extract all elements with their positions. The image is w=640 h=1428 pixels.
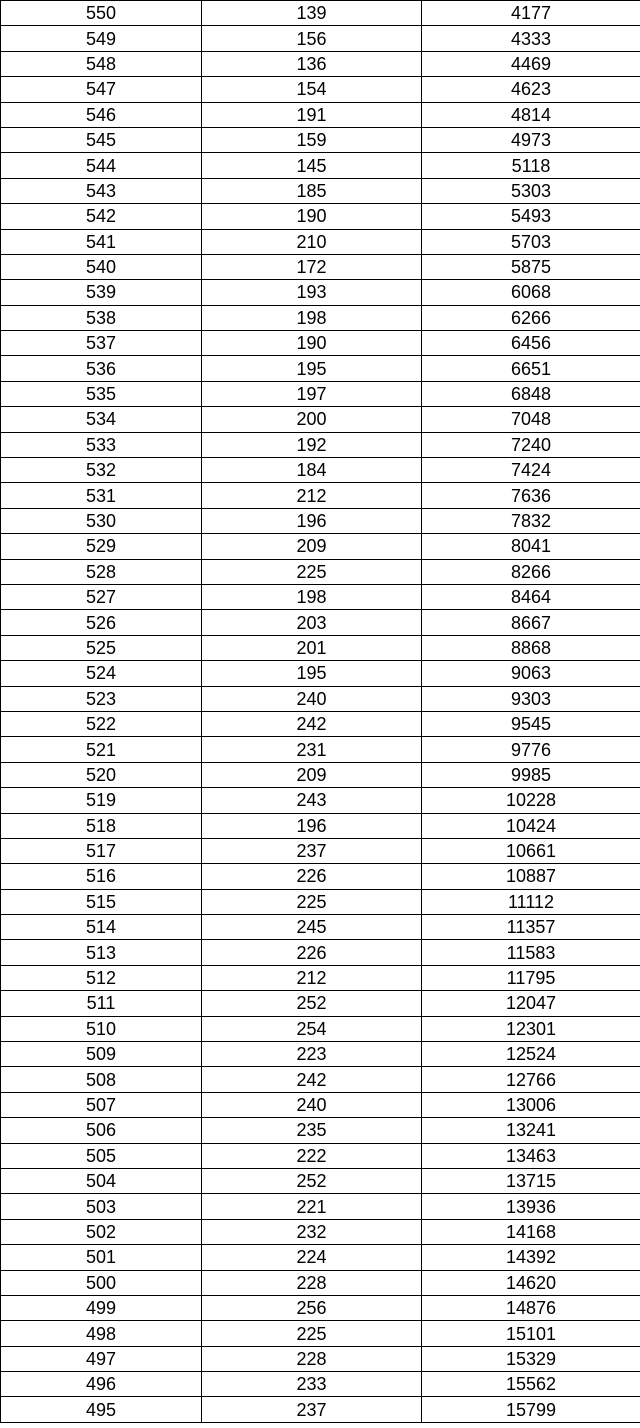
cumulative-cell: 15329 bbox=[422, 1346, 640, 1371]
cumulative-cell: 7240 bbox=[422, 432, 640, 457]
table-row bbox=[1, 1016, 640, 1041]
score-cell: 498 bbox=[1, 1321, 202, 1346]
cumulative-cell: 5118 bbox=[422, 153, 640, 178]
table-row bbox=[1, 838, 640, 863]
table-row bbox=[1, 991, 640, 1016]
count-cell: 235 bbox=[202, 1118, 422, 1143]
table-row bbox=[1, 204, 640, 229]
score-cell: 507 bbox=[1, 1092, 202, 1117]
count-cell: 145 bbox=[202, 153, 422, 178]
cumulative-cell: 12766 bbox=[422, 1067, 640, 1092]
table-row bbox=[1, 915, 640, 940]
cumulative-cell: 11112 bbox=[422, 889, 640, 914]
score-table-body bbox=[1, 1, 640, 1423]
count-cell: 240 bbox=[202, 686, 422, 711]
count-cell: 198 bbox=[202, 305, 422, 330]
score-cell: 526 bbox=[1, 610, 202, 635]
count-cell: 245 bbox=[202, 915, 422, 940]
count-cell: 237 bbox=[202, 838, 422, 863]
score-cell: 524 bbox=[1, 661, 202, 686]
count-cell: 172 bbox=[202, 254, 422, 279]
count-cell: 190 bbox=[202, 331, 422, 356]
count-cell: 193 bbox=[202, 280, 422, 305]
cumulative-cell: 11583 bbox=[422, 940, 640, 965]
score-cell: 510 bbox=[1, 1016, 202, 1041]
score-cell: 531 bbox=[1, 483, 202, 508]
table-row bbox=[1, 635, 640, 660]
score-cell: 505 bbox=[1, 1143, 202, 1168]
count-cell: 203 bbox=[202, 610, 422, 635]
score-cell: 500 bbox=[1, 1270, 202, 1295]
cumulative-cell: 11795 bbox=[422, 965, 640, 990]
cumulative-cell: 10228 bbox=[422, 788, 640, 813]
cumulative-cell: 6068 bbox=[422, 280, 640, 305]
table-row bbox=[1, 77, 640, 102]
table-row bbox=[1, 458, 640, 483]
cumulative-cell: 6266 bbox=[422, 305, 640, 330]
table-row bbox=[1, 1118, 640, 1143]
cumulative-cell: 7832 bbox=[422, 508, 640, 533]
score-cell: 511 bbox=[1, 991, 202, 1016]
table-row bbox=[1, 305, 640, 330]
score-cell: 495 bbox=[1, 1397, 202, 1422]
count-cell: 228 bbox=[202, 1346, 422, 1371]
score-cell: 506 bbox=[1, 1118, 202, 1143]
table-row bbox=[1, 788, 640, 813]
table-row bbox=[1, 1194, 640, 1219]
cumulative-cell: 5703 bbox=[422, 229, 640, 254]
score-cell: 534 bbox=[1, 407, 202, 432]
cumulative-cell: 13715 bbox=[422, 1168, 640, 1193]
count-cell: 228 bbox=[202, 1270, 422, 1295]
count-cell: 256 bbox=[202, 1295, 422, 1320]
count-cell: 210 bbox=[202, 229, 422, 254]
score-cell: 547 bbox=[1, 77, 202, 102]
count-cell: 196 bbox=[202, 508, 422, 533]
cumulative-cell: 7048 bbox=[422, 407, 640, 432]
cumulative-cell: 5303 bbox=[422, 178, 640, 203]
table-row bbox=[1, 1295, 640, 1320]
cumulative-cell: 14876 bbox=[422, 1295, 640, 1320]
score-cell: 504 bbox=[1, 1168, 202, 1193]
count-cell: 233 bbox=[202, 1372, 422, 1397]
table-row bbox=[1, 1, 640, 26]
count-cell: 240 bbox=[202, 1092, 422, 1117]
score-cell: 514 bbox=[1, 915, 202, 940]
score-cell: 497 bbox=[1, 1346, 202, 1371]
cumulative-cell: 8667 bbox=[422, 610, 640, 635]
table-row bbox=[1, 610, 640, 635]
count-cell: 243 bbox=[202, 788, 422, 813]
table-row bbox=[1, 1143, 640, 1168]
score-cell: 509 bbox=[1, 1042, 202, 1067]
score-cell: 517 bbox=[1, 838, 202, 863]
table-row bbox=[1, 1067, 640, 1092]
cumulative-cell: 4177 bbox=[422, 1, 640, 26]
cumulative-cell: 8868 bbox=[422, 635, 640, 660]
cumulative-cell: 9985 bbox=[422, 762, 640, 787]
score-cell: 508 bbox=[1, 1067, 202, 1092]
count-cell: 195 bbox=[202, 356, 422, 381]
cumulative-cell: 13463 bbox=[422, 1143, 640, 1168]
cumulative-cell: 4623 bbox=[422, 77, 640, 102]
score-cell: 542 bbox=[1, 204, 202, 229]
count-cell: 254 bbox=[202, 1016, 422, 1041]
count-cell: 221 bbox=[202, 1194, 422, 1219]
cumulative-cell: 9545 bbox=[422, 711, 640, 736]
table-row bbox=[1, 280, 640, 305]
count-cell: 223 bbox=[202, 1042, 422, 1067]
count-cell: 200 bbox=[202, 407, 422, 432]
table-row bbox=[1, 102, 640, 127]
count-cell: 139 bbox=[202, 1, 422, 26]
count-cell: 225 bbox=[202, 1321, 422, 1346]
score-cell: 528 bbox=[1, 559, 202, 584]
table-row bbox=[1, 356, 640, 381]
table-row bbox=[1, 940, 640, 965]
cumulative-cell: 12524 bbox=[422, 1042, 640, 1067]
score-cell: 515 bbox=[1, 889, 202, 914]
cumulative-cell: 6651 bbox=[422, 356, 640, 381]
count-cell: 190 bbox=[202, 204, 422, 229]
score-cell: 543 bbox=[1, 178, 202, 203]
table-row bbox=[1, 813, 640, 838]
score-cell: 527 bbox=[1, 584, 202, 609]
cumulative-cell: 10887 bbox=[422, 864, 640, 889]
score-cell: 512 bbox=[1, 965, 202, 990]
cumulative-cell: 8266 bbox=[422, 559, 640, 584]
count-cell: 226 bbox=[202, 864, 422, 889]
score-cell: 503 bbox=[1, 1194, 202, 1219]
count-cell: 191 bbox=[202, 102, 422, 127]
score-cell: 550 bbox=[1, 1, 202, 26]
count-cell: 185 bbox=[202, 178, 422, 203]
score-cell: 535 bbox=[1, 381, 202, 406]
table-row bbox=[1, 153, 640, 178]
score-cell: 501 bbox=[1, 1245, 202, 1270]
table-row bbox=[1, 1042, 640, 1067]
count-cell: 242 bbox=[202, 711, 422, 736]
table-row bbox=[1, 584, 640, 609]
cumulative-cell: 10424 bbox=[422, 813, 640, 838]
table-row bbox=[1, 331, 640, 356]
count-cell: 232 bbox=[202, 1219, 422, 1244]
cumulative-cell: 6456 bbox=[422, 331, 640, 356]
score-cell: 537 bbox=[1, 331, 202, 356]
table-row bbox=[1, 1168, 640, 1193]
score-cell: 549 bbox=[1, 26, 202, 51]
score-cell: 540 bbox=[1, 254, 202, 279]
cumulative-cell: 4973 bbox=[422, 127, 640, 152]
count-cell: 197 bbox=[202, 381, 422, 406]
cumulative-cell: 10661 bbox=[422, 838, 640, 863]
score-cell: 546 bbox=[1, 102, 202, 127]
cumulative-cell: 13006 bbox=[422, 1092, 640, 1117]
cumulative-cell: 9303 bbox=[422, 686, 640, 711]
score-cell: 516 bbox=[1, 864, 202, 889]
table-row bbox=[1, 1346, 640, 1371]
count-cell: 225 bbox=[202, 889, 422, 914]
cumulative-cell: 14392 bbox=[422, 1245, 640, 1270]
cumulative-cell: 13936 bbox=[422, 1194, 640, 1219]
count-cell: 136 bbox=[202, 51, 422, 76]
cumulative-cell: 6848 bbox=[422, 381, 640, 406]
score-cell: 532 bbox=[1, 458, 202, 483]
table-row bbox=[1, 1270, 640, 1295]
score-cell: 525 bbox=[1, 635, 202, 660]
cumulative-cell: 9063 bbox=[422, 661, 640, 686]
count-cell: 222 bbox=[202, 1143, 422, 1168]
table-row bbox=[1, 864, 640, 889]
cumulative-cell: 5875 bbox=[422, 254, 640, 279]
cumulative-cell: 4814 bbox=[422, 102, 640, 127]
count-cell: 224 bbox=[202, 1245, 422, 1270]
table-row bbox=[1, 889, 640, 914]
count-cell: 192 bbox=[202, 432, 422, 457]
count-cell: 154 bbox=[202, 77, 422, 102]
table-row bbox=[1, 508, 640, 533]
table-row bbox=[1, 127, 640, 152]
cumulative-cell: 14620 bbox=[422, 1270, 640, 1295]
table-row bbox=[1, 229, 640, 254]
count-cell: 184 bbox=[202, 458, 422, 483]
count-cell: 198 bbox=[202, 584, 422, 609]
table-row bbox=[1, 1219, 640, 1244]
table-row bbox=[1, 686, 640, 711]
cumulative-cell: 15101 bbox=[422, 1321, 640, 1346]
score-cell: 548 bbox=[1, 51, 202, 76]
cumulative-cell: 4333 bbox=[422, 26, 640, 51]
cumulative-cell: 7424 bbox=[422, 458, 640, 483]
cumulative-cell: 12301 bbox=[422, 1016, 640, 1041]
cumulative-cell: 9776 bbox=[422, 737, 640, 762]
score-cell: 499 bbox=[1, 1295, 202, 1320]
score-cell: 496 bbox=[1, 1372, 202, 1397]
score-cell: 521 bbox=[1, 737, 202, 762]
score-cell: 529 bbox=[1, 534, 202, 559]
cumulative-cell: 11357 bbox=[422, 915, 640, 940]
table-row bbox=[1, 661, 640, 686]
count-cell: 159 bbox=[202, 127, 422, 152]
table-row bbox=[1, 1245, 640, 1270]
score-cell: 539 bbox=[1, 280, 202, 305]
table-row bbox=[1, 559, 640, 584]
count-cell: 196 bbox=[202, 813, 422, 838]
cumulative-cell: 15562 bbox=[422, 1372, 640, 1397]
cumulative-cell: 13241 bbox=[422, 1118, 640, 1143]
count-cell: 252 bbox=[202, 991, 422, 1016]
count-cell: 242 bbox=[202, 1067, 422, 1092]
count-cell: 231 bbox=[202, 737, 422, 762]
score-cell: 519 bbox=[1, 788, 202, 813]
table-row bbox=[1, 1321, 640, 1346]
count-cell: 212 bbox=[202, 965, 422, 990]
cumulative-cell: 8041 bbox=[422, 534, 640, 559]
cumulative-cell: 12047 bbox=[422, 991, 640, 1016]
score-cell: 544 bbox=[1, 153, 202, 178]
score-cell: 533 bbox=[1, 432, 202, 457]
table-row bbox=[1, 432, 640, 457]
count-cell: 156 bbox=[202, 26, 422, 51]
table-row bbox=[1, 178, 640, 203]
table-row bbox=[1, 26, 640, 51]
table-row bbox=[1, 965, 640, 990]
count-cell: 209 bbox=[202, 534, 422, 559]
count-cell: 212 bbox=[202, 483, 422, 508]
cumulative-cell: 8464 bbox=[422, 584, 640, 609]
table-row bbox=[1, 407, 640, 432]
cumulative-cell: 14168 bbox=[422, 1219, 640, 1244]
table-row bbox=[1, 1397, 640, 1422]
table-row bbox=[1, 762, 640, 787]
table-row bbox=[1, 51, 640, 76]
score-cell: 538 bbox=[1, 305, 202, 330]
count-cell: 195 bbox=[202, 661, 422, 686]
score-cell: 545 bbox=[1, 127, 202, 152]
table-row bbox=[1, 534, 640, 559]
score-cell: 513 bbox=[1, 940, 202, 965]
table-row bbox=[1, 381, 640, 406]
score-cell: 523 bbox=[1, 686, 202, 711]
cumulative-cell: 5493 bbox=[422, 204, 640, 229]
table-row bbox=[1, 1092, 640, 1117]
score-cell: 518 bbox=[1, 813, 202, 838]
score-cell: 502 bbox=[1, 1219, 202, 1244]
score-cell: 522 bbox=[1, 711, 202, 736]
table-row bbox=[1, 1372, 640, 1397]
score-cell: 541 bbox=[1, 229, 202, 254]
count-cell: 225 bbox=[202, 559, 422, 584]
score-cell: 520 bbox=[1, 762, 202, 787]
cumulative-cell: 15799 bbox=[422, 1397, 640, 1422]
count-cell: 226 bbox=[202, 940, 422, 965]
table-row bbox=[1, 254, 640, 279]
table-row bbox=[1, 711, 640, 736]
cumulative-cell: 4469 bbox=[422, 51, 640, 76]
table-row bbox=[1, 483, 640, 508]
table-row bbox=[1, 737, 640, 762]
score-cell: 536 bbox=[1, 356, 202, 381]
count-cell: 201 bbox=[202, 635, 422, 660]
count-cell: 209 bbox=[202, 762, 422, 787]
score-cell: 530 bbox=[1, 508, 202, 533]
count-cell: 237 bbox=[202, 1397, 422, 1422]
cumulative-cell: 7636 bbox=[422, 483, 640, 508]
count-cell: 252 bbox=[202, 1168, 422, 1193]
